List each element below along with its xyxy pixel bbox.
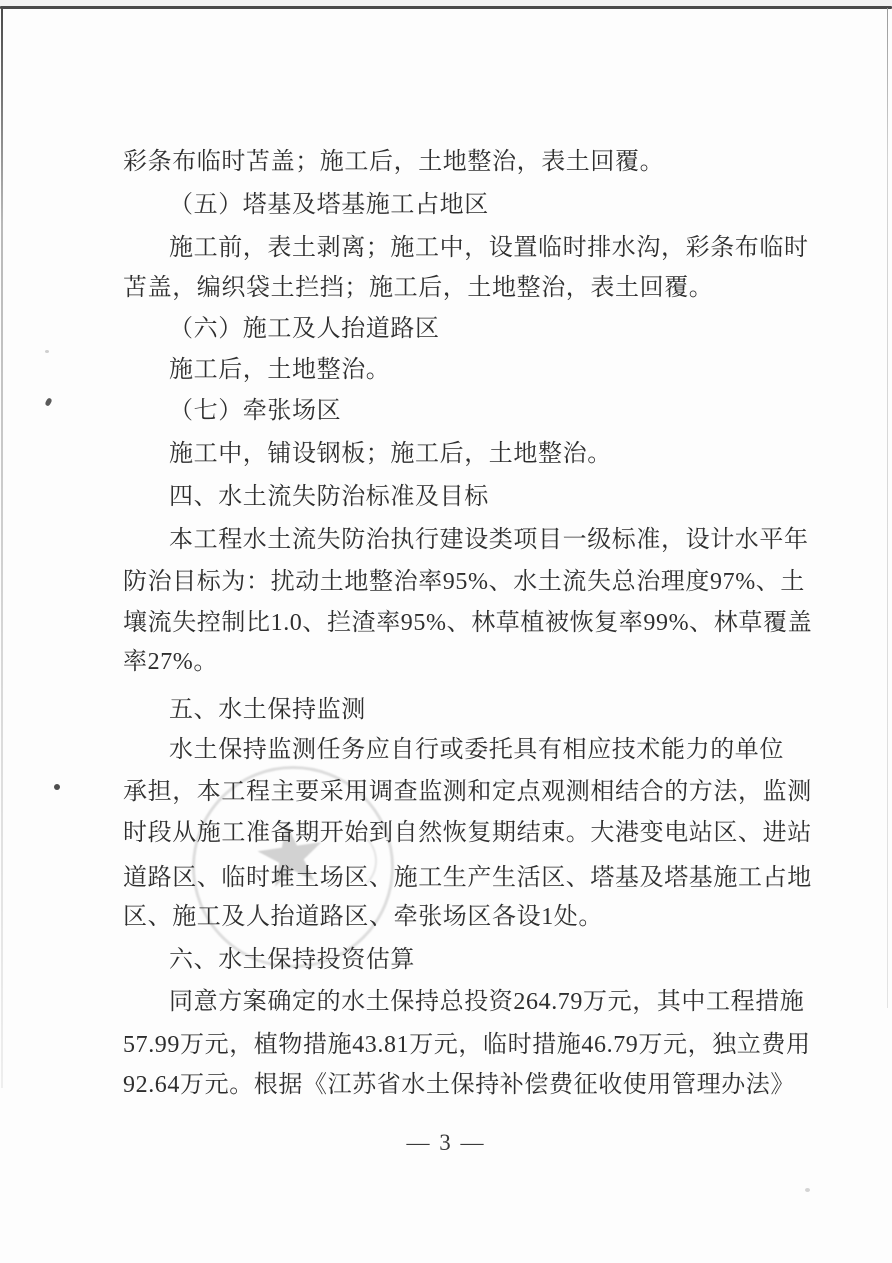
- text-line: 同意方案确定的水土保持总投资264.79万元，其中工程措施: [169, 989, 805, 1015]
- scan-edge-right-line: [887, 8, 888, 1008]
- subsection-heading: （六）施工及人抬道路区: [169, 316, 440, 342]
- text-line: 彩条布临时苫盖；施工后，土地整治，表土回覆。: [123, 149, 665, 175]
- scan-noise-speck: [54, 784, 60, 790]
- page-number: — 3 —: [406, 1130, 486, 1155]
- text-line: 承担，本工程主要采用调查监测和定点观测相结合的方法，监测: [123, 779, 812, 805]
- text-line: 道路区、临时堆土场区、施工生产生活区、塔基及塔基施工占地: [123, 865, 812, 891]
- text-line: 时段从施工准备期开始到自然恢复期结束。大港变电站区、进站: [123, 820, 812, 846]
- subsection-heading: （七）牵张场区: [169, 398, 342, 424]
- scan-noise-speck: [44, 397, 52, 406]
- section-heading: 四、水土流失防治标准及目标: [169, 484, 489, 510]
- section-heading: 六、水土保持投资估算: [169, 947, 415, 973]
- star-icon: ★: [246, 801, 335, 909]
- scan-edge-left-line: [1, 8, 3, 1088]
- scan-edge-top-line: [0, 6, 892, 9]
- text-line: 92.64万元。根据《江苏省水土保持补偿费征收使用管理办法》: [123, 1072, 795, 1098]
- text-line: 壤流失控制比1.0、拦渣率95%、林草植被恢复率99%、林草覆盖: [123, 610, 813, 636]
- scan-noise-speck: [45, 350, 49, 353]
- text-line: 施工前，表土剥离；施工中，设置临时排水沟，彩条布临时: [169, 235, 809, 261]
- text-line: 本工程水土流失防治执行建设类项目一级标准，设计水平年: [169, 527, 809, 553]
- text-line: 57.99万元，植物措施43.81万元，临时措施46.79万元，独立费用: [123, 1032, 811, 1058]
- subsection-heading: （五）塔基及塔基施工占地区: [169, 192, 489, 218]
- text-line: 防治目标为：扰动土地整治率95%、水土流失总治理度97%、土: [123, 569, 805, 595]
- text-line: 苫盖，编织袋土拦挡；施工后，土地整治，表土回覆。: [123, 275, 714, 301]
- section-heading: 五、水土保持监测: [169, 697, 366, 723]
- scan-noise-speck: [805, 1188, 810, 1192]
- text-line: 施工后，土地整治。: [169, 357, 391, 383]
- text-line: 率27%。: [123, 649, 218, 675]
- text-line: 区、施工及人抬道路区、牵张场区各设1处。: [123, 904, 603, 930]
- text-line: 水土保持监测任务应自行或委托具有相应技术能力的单位: [169, 737, 784, 763]
- text-line: 施工中，铺设钢板；施工后，土地整治。: [169, 441, 612, 467]
